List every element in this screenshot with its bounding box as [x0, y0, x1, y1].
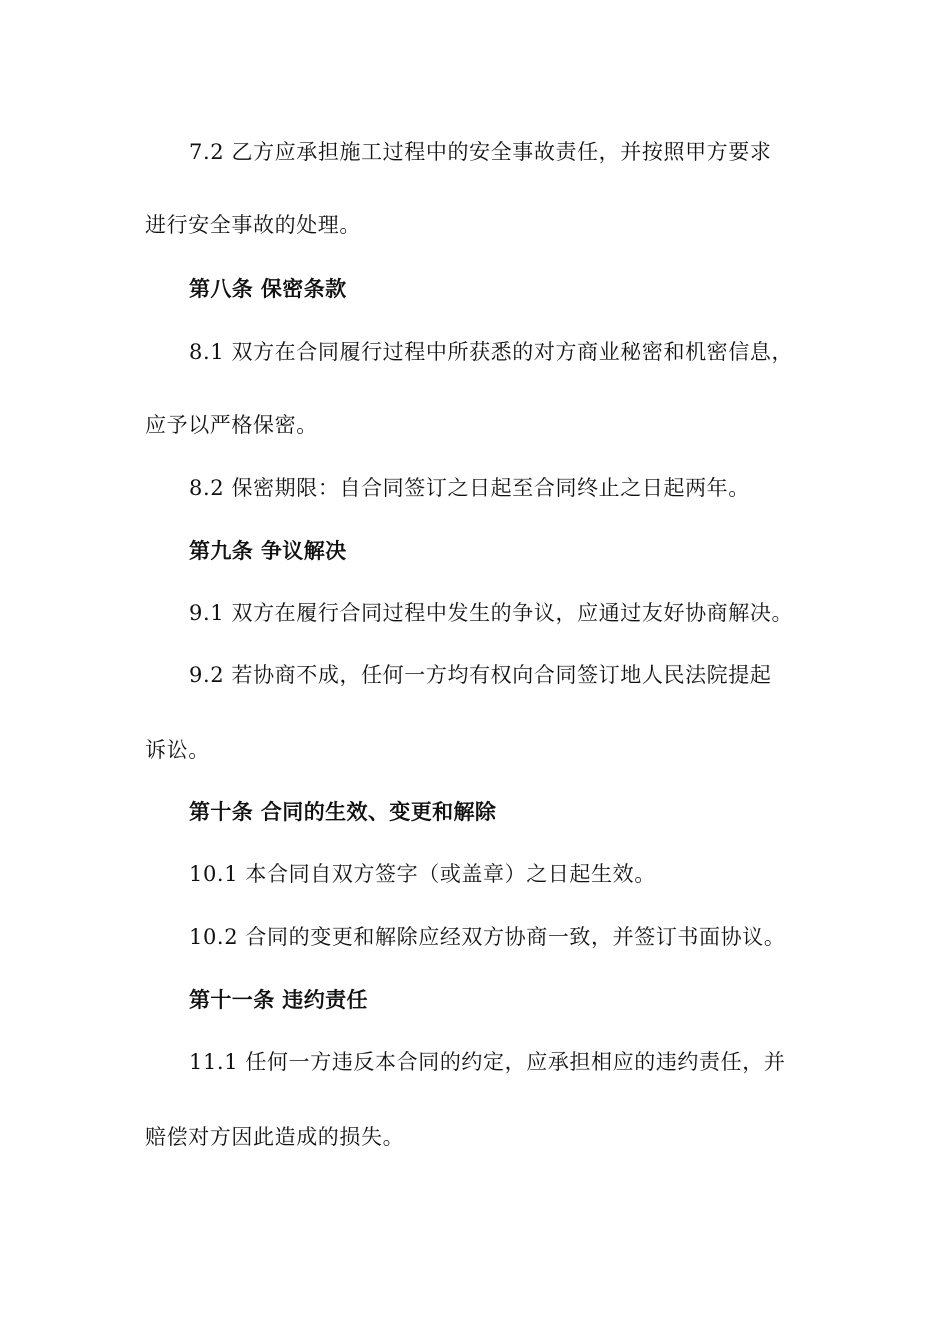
- section-heading-8: 第八条 保密条款: [189, 277, 347, 301]
- paragraph-9-2-line-1: 9.2 若协商不成，任何一方均有权向合同签订地人民法院提起: [189, 663, 772, 687]
- paragraph-8-1-line-2: 应予以严格保密。: [145, 413, 318, 437]
- paragraph-7-2-line-1: 7.2 乙方应承担施工过程中的安全事故责任，并按照甲方要求: [189, 140, 772, 164]
- paragraph-10-2: 10.2 合同的变更和解除应经双方协商一致，并签订书面协议。: [189, 925, 786, 949]
- section-heading-9: 第九条 争议解决: [189, 539, 347, 563]
- paragraph-8-2: 8.2 保密期限：自合同签订之日起至合同终止之日起两年。: [189, 476, 750, 500]
- paragraph-7-2-line-2: 进行安全事故的处理。: [145, 213, 361, 237]
- paragraph-10-1: 10.1 本合同自双方签字（或盖章）之日起生效。: [189, 862, 656, 886]
- section-heading-10: 第十条 合同的生效、变更和解除: [189, 800, 497, 824]
- paragraph-8-1-line-1: 8.1 双方在合同履行过程中所获悉的对方商业秘密和机密信息，: [189, 340, 794, 364]
- section-heading-11: 第十一条 违约责任: [189, 988, 368, 1012]
- paragraph-11-1-line-2: 赔偿对方因此造成的损失。: [145, 1125, 405, 1149]
- paragraph-9-2-line-2: 诉讼。: [145, 738, 210, 762]
- paragraph-11-1-line-1: 11.1 任何一方违反本合同的约定，应承担相应的违约责任，并: [189, 1050, 786, 1074]
- paragraph-9-1: 9.1 双方在履行合同过程中发生的争议，应通过友好协商解决。: [189, 601, 794, 625]
